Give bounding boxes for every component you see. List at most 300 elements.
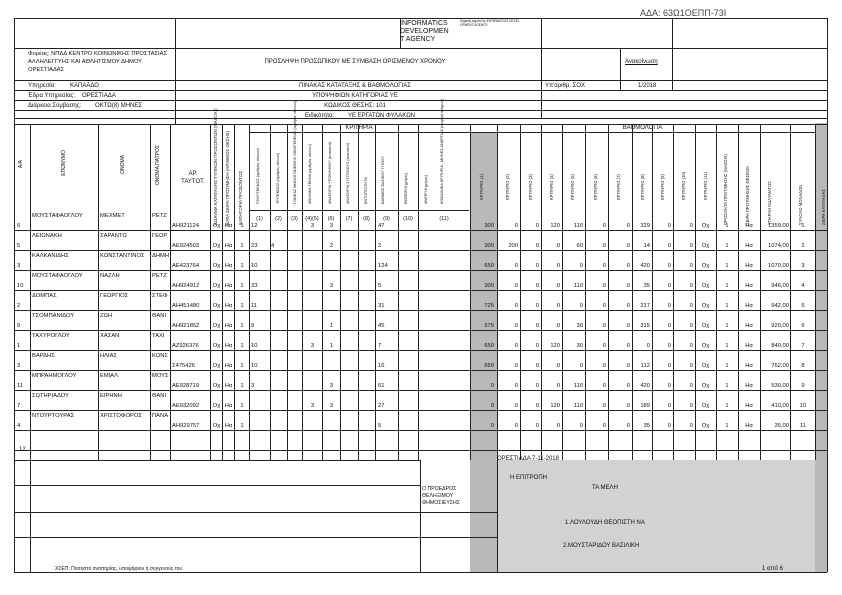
cell-name: ΕΜΙΑΛ: [100, 373, 119, 379]
cell-q: 1: [725, 403, 729, 409]
cell-r: Ηα: [745, 363, 753, 369]
cell-b: Ηα: [224, 283, 233, 289]
cell-c: 1: [240, 283, 244, 289]
footer-line: [14, 537, 497, 538]
cell-s5: 110: [573, 223, 583, 229]
cell-s1: 0: [490, 403, 494, 409]
cell-s4: 0: [556, 303, 560, 309]
cell-id: ΑΕ924503: [172, 243, 200, 249]
cell-s5: 0: [579, 303, 583, 309]
cell-a: Οχ: [212, 383, 221, 389]
cell-s1: 300: [484, 243, 494, 249]
cell-id: ΑΗ921852: [172, 323, 200, 329]
border-top: [14, 18, 827, 19]
cell-k9: 7: [378, 343, 382, 349]
cell-k5: 3: [329, 223, 334, 229]
row-line: [14, 310, 827, 311]
cell-s7: 0: [626, 423, 630, 429]
cell-father: ΘΑΝΙ: [152, 393, 167, 399]
criteria-vertical-header: ΚΩΛΥΜΑ ΚΑΤΑΤΑΞΗΣ ΤΥΠΙΚΩΝ ΠΡΟΣΟΝΤΩΝ (ΝΑΙ/ΟΧΙ): [213, 108, 218, 225]
cell-s7: 0: [626, 343, 630, 349]
cell-b: Ηα: [224, 383, 233, 389]
score-group: ΒΑΘΜΟΛΟΓΙΑ: [622, 125, 663, 131]
score-sub-header: ΚΡΙΤΗΡΙΟ (6): [593, 174, 598, 200]
cell-rownum: 3: [17, 263, 21, 269]
cell-p: Οχ: [701, 363, 710, 369]
row-line: [14, 290, 827, 291]
cell-id: ΑΗ924912: [172, 283, 200, 289]
body-name: ΝΠΔΔ ΚΕΝΤΡΟ ΚΟΙΝΩΝΙΚΗΣ ΠΡΟΣΤΑΣΙΑΣ ΑΛΛΗΛΕΓΓΥΗΣ ΚΑΙ ΑΘΛΗΤΙΣΜΟΥ ΔΗΜΟΥ ΟΡΕΣΤΙΑΔΑΣ: [28, 51, 168, 73]
score-sub-header: ΚΡΙΤΗΡΙΟ (7): [616, 174, 621, 200]
cell-c: 1: [240, 303, 244, 309]
cell-p: Οχ: [701, 343, 710, 349]
cell-s6: 0: [602, 243, 606, 249]
cell-k9: 45: [378, 323, 385, 329]
cell-id: ΑΗ451480: [172, 303, 200, 309]
cell-a: Οχ: [212, 363, 221, 369]
cell-p: Οχ: [701, 263, 710, 269]
cell-surname: ΒΑΡΔΗΣ: [32, 353, 55, 359]
cell-s8: 420: [640, 263, 650, 269]
cell-r: Ηα: [745, 343, 753, 349]
footer-line: [14, 460, 420, 461]
cell-father: ΣΤΕΦ: [152, 293, 168, 299]
score-sub-header: ΚΡΙΤΗΡΙΟ (4): [549, 174, 554, 200]
cell-s1: 650: [484, 343, 494, 349]
cell-k2: 4: [271, 243, 275, 249]
footer-line: [14, 485, 420, 486]
col-name: ΟΝΟΜΑ: [120, 155, 126, 174]
cell-s10: 0: [689, 423, 693, 429]
cell-name: ΧΑΣΑΝ: [100, 333, 120, 339]
cell-q: 1: [725, 343, 729, 349]
cell-s8: 35: [643, 423, 650, 429]
cell-total: 1070,00: [768, 263, 789, 269]
cell-s2: 0: [514, 223, 518, 229]
cell-s8: 329: [640, 223, 650, 229]
col-aa: Α/Α: [18, 160, 24, 169]
score-sub-header: ΚΡΙΤΗΡΙΟ (5): [570, 174, 575, 200]
cell-s5: 30: [576, 323, 583, 329]
cell-s5: 110: [573, 283, 583, 289]
cell-father: ΔΗΜΗ: [152, 253, 170, 259]
cell-s1: 650: [484, 363, 494, 369]
cell-a: Οχ: [212, 303, 221, 309]
cell-s3: 0: [535, 423, 539, 429]
cell-b: Ηα: [224, 403, 233, 409]
cell-p: Οχ: [701, 323, 710, 329]
cell-total: 1359,00: [768, 223, 789, 229]
cell-total: 942,00: [771, 303, 789, 309]
criteria-sub-header: ΚΟΙΝΩΝΙΚΑ ΚΡΙΤΗΡΙΑ - ΜΗΝΕΣ ΑΝΕΡΓΙΑΣ (ανεργία ατόμων): [440, 98, 444, 204]
cell-s10: 0: [689, 263, 693, 269]
cell-s5: 60: [576, 243, 583, 249]
cell-c: 1: [240, 263, 244, 269]
header-line: [14, 80, 827, 81]
criteria-number: (9): [383, 216, 390, 222]
cell-s3: 0: [535, 303, 539, 309]
criteria-sub-header: ΓΟΝΕΑΣ ΜΟΝΟΓΟΝΕΪΚΗΣ ΟΙΚΟΓΕΝΕΙΑΣ (αριθμός τέκνων): [293, 100, 297, 204]
border-left: [14, 18, 15, 572]
header-line: [249, 132, 815, 133]
cell-p: Οχ: [701, 383, 710, 389]
cell-q: 1: [725, 323, 729, 329]
cell-s5: 110: [573, 383, 583, 389]
cell-rank: 1: [801, 223, 805, 229]
cell-name: ΓΕΩΡΓΙΟΣ: [100, 293, 129, 299]
cell-father: ΠΑΝΑ: [152, 413, 169, 419]
cell-rank: 4: [801, 283, 805, 289]
cell-k1: 11: [251, 303, 258, 309]
cell-rank: 7: [801, 343, 805, 349]
cell-k1: 10: [251, 363, 258, 369]
cell-s1: 300: [484, 223, 494, 229]
cell-s1: 650: [484, 263, 494, 269]
cell-r: Ηα: [745, 383, 753, 389]
main-title: ΠΡΟΣΛΗΨΗ ΠΡΟΣΩΠΙΚΟΥ ΜΕ ΣΥΜΒΑΣΗ ΟΡΙΣΜΕΝΟΥ ΧΡΟΝΟΥ: [264, 59, 446, 65]
cell-total: 946,00: [771, 283, 789, 289]
member-1: 1.ΛΟΥΛΟΥΔΗ ΘΕΟΠΙΣΤΗ ΝΑ: [565, 520, 645, 526]
cell-s10: 0: [689, 323, 693, 329]
cell-s7: 0: [626, 243, 630, 249]
criteria-sub-header: ΑΝΑΠΗΡΙΑ ΣΥΓΓΕΝΟΥΣ (ποσοστό): [346, 143, 350, 204]
cell-b: Ηα: [224, 363, 233, 369]
cell-r: Ηα: [745, 263, 753, 269]
cell-q: 1: [725, 363, 729, 369]
cell-p: Οχ: [701, 243, 710, 249]
cell-s6: 0: [602, 263, 606, 269]
cell-rank: 10: [799, 403, 807, 409]
cell-rank: 11: [799, 423, 807, 429]
bottom-note: ΧΣΕΠ: Ποσοστό αναπηρίας, υποψήφιου ή συγγενούς του: [55, 566, 183, 572]
cell-total: 840,00: [771, 343, 789, 349]
cell-rownum: 9: [17, 323, 21, 329]
cell-total: 410,00: [771, 403, 789, 409]
cell-father: ΜΟΥΣ: [152, 373, 169, 379]
cell-k9: 5: [378, 423, 382, 429]
cell-s3: 0: [535, 363, 539, 369]
cell-s4: 120: [550, 403, 560, 409]
criteria-number: (11): [439, 216, 449, 222]
row-line: [14, 370, 827, 371]
cell-rownum: 1: [17, 343, 21, 349]
cell-b: Ηα: [224, 343, 233, 349]
cell-k9: 27: [378, 403, 385, 409]
cell-k5: 1: [329, 323, 334, 329]
criteria-group: ΚΡΙΤΗΡΙΑ: [345, 125, 373, 131]
cell-s2: 0: [514, 263, 518, 269]
cell-rownum: 5: [17, 243, 21, 249]
cell-k1: 3: [251, 383, 255, 389]
date-line: ΟΡΕΣΤΙΑΔΑ 7-11-2018: [497, 456, 559, 462]
cell-q: 1: [725, 223, 729, 229]
cell-s1: 300: [484, 283, 494, 289]
footer-line: [420, 460, 421, 572]
header-line: [249, 210, 469, 211]
cell-c: 1: [240, 403, 244, 409]
row-line: [14, 390, 827, 391]
criteria-number: (10): [403, 216, 413, 222]
cell-k1: 23: [251, 243, 258, 249]
cell-k1: 33: [251, 283, 258, 289]
header-div: [541, 18, 542, 118]
cell-s4: 120: [550, 223, 560, 229]
cell-s5: 110: [573, 403, 583, 409]
cell-surname: ΤΑΧΥΡΟΓΛΟΥ: [32, 333, 70, 339]
header-div: [672, 18, 673, 90]
cell-rank: 3: [801, 263, 805, 269]
cell-s9: 0: [667, 303, 671, 309]
cell-name: ΝΑΖΛΗ: [100, 273, 120, 279]
cell-a: Οχ: [212, 323, 221, 329]
logo-line-2: DEVELOPMEN: [400, 28, 449, 35]
criteria-vertical-header: ΚΑΤΑ ΣΕΙΡΑ ΠΡΟΤΙΜΗΣΗ (ΑΡΙΘΜΟΣ ΘΕΣΗΣ): [225, 130, 230, 225]
cell-c: 1: [240, 243, 244, 249]
duration-label: Διάρκεια Σύμβασης:: [28, 103, 82, 109]
seat-value: ΟΡΕΣΤΙΑΔΑ: [82, 93, 116, 99]
cell-s9: 0: [667, 263, 671, 269]
cell-s2: 0: [514, 323, 518, 329]
cell-father: ΚΩΝΣ: [152, 353, 168, 359]
cell-s10: 0: [689, 283, 693, 289]
cell-s6: 0: [602, 323, 606, 329]
cell-name: ΗΛΙΑΣ: [100, 353, 118, 359]
cell-father: ΡΕΤΖ: [152, 273, 167, 279]
cell-s9: 0: [667, 383, 671, 389]
cell-s6: 0: [602, 343, 606, 349]
spec-label: Ειδικότητα:: [305, 113, 335, 119]
cell-s7: 0: [626, 363, 630, 369]
cell-s3: 0: [535, 283, 539, 289]
cell-k1: 9: [251, 323, 255, 329]
cell-q: 1: [725, 283, 729, 289]
cell-s9: 0: [667, 283, 671, 289]
cell-a: Οχ: [212, 263, 221, 269]
cell-rownum: 6: [17, 223, 21, 229]
header-div: [620, 48, 621, 90]
cell-rownum: 2: [17, 303, 21, 309]
cell-father: ΓΕΩΡ: [152, 233, 168, 239]
cell-k5: 1: [329, 343, 334, 349]
cell-q: 1: [725, 423, 729, 429]
cell-s7: 0: [626, 303, 630, 309]
cell-k9: 2: [378, 243, 382, 249]
service-value: ΚΑΠΑΑΔΟ: [70, 83, 99, 89]
cell-id: ΑΕ928719: [172, 383, 200, 389]
cell-s4: 0: [556, 363, 560, 369]
cell-id: ΑΕ423764: [172, 263, 200, 269]
cell-b: Ηα: [224, 423, 233, 429]
cell-s7: 0: [626, 323, 630, 329]
cell-rownum: 3: [17, 363, 21, 369]
cell-id: ΑΖ926376: [172, 343, 199, 349]
header-line: [14, 100, 827, 101]
row-line: [14, 430, 827, 431]
cell-s7: 0: [626, 403, 630, 409]
cell-rownum: 7: [17, 403, 21, 409]
cell-total: 762,00: [771, 363, 789, 369]
ref-number: 1/2018: [638, 83, 657, 89]
cell-b: Ηα: [224, 263, 233, 269]
cell-q: 1: [725, 383, 729, 389]
criteria-number: (4)(5): [305, 216, 319, 222]
cell-s2: 0: [514, 423, 518, 429]
cell-s2: 0: [514, 343, 518, 349]
cell-s6: 0: [602, 223, 606, 229]
cell-surname: ΤΣΟΜΠΑΝΙΔΟΥ: [32, 313, 75, 319]
cell-name: ΖΩΗ: [100, 313, 113, 319]
cell-s3: 0: [535, 403, 539, 409]
cell-c: 1: [240, 423, 244, 429]
cell-s5: 0: [579, 263, 583, 269]
cell-b: Ηα: [224, 223, 233, 229]
header-line: [14, 90, 827, 91]
cell-s9: 0: [667, 363, 671, 369]
cell-k5: 3: [329, 383, 334, 389]
cell-s7: 0: [626, 283, 630, 289]
cell-s1: 0: [490, 423, 494, 429]
cell-s9: 0: [667, 403, 671, 409]
cell-c: 1: [240, 323, 244, 329]
cell-r: Ηα: [745, 283, 753, 289]
cell-s2: 200: [508, 243, 518, 249]
row-line: [14, 330, 827, 331]
cell-s8: 420: [640, 383, 650, 389]
cell-s4: 0: [556, 383, 560, 389]
header-line: [14, 118, 827, 119]
cell-s1: 0: [490, 383, 494, 389]
cell-s7: 0: [626, 383, 630, 389]
score-sub-header: ΚΡΙΤΗΡΙΟ (11): [703, 172, 708, 200]
criteria-sub-header: ΕΜΠΕΙΡΙΑ (μήνες): [404, 172, 408, 204]
cell-s6: 0: [602, 403, 606, 409]
cell-s3: 0: [535, 223, 539, 229]
cell-s4: 0: [556, 323, 560, 329]
cell-rank: 5: [801, 303, 805, 309]
criteria-vertical-header: ΚΑΤΗΓΟΡΙΑ ΠΡΟΣΟΝΤΟΣ: [238, 170, 243, 225]
cell-c: 1: [240, 343, 244, 349]
cell-a: Οχ: [212, 243, 221, 249]
criteria-sub-header: ΑΝΕΡΓΙΑ (μήνες): [424, 174, 428, 204]
cell-a: Οχ: [212, 223, 221, 229]
criteria-sub-header: ΤΡΙΤΕΚΝΟΣ (αριθμός τέκνων): [276, 152, 280, 204]
cell-rownum: 4: [17, 423, 21, 429]
cell-s3: 0: [535, 243, 539, 249]
ref-label: Υπ'αριθμ. ΣΟΧ: [545, 83, 586, 89]
cell-surname: ΣΩΤΗΡΙΑΔΟΥ: [32, 393, 69, 399]
cell-s10: 0: [689, 363, 693, 369]
score-sub-header: ΚΡΙΤΗΡΙΟ (1): [479, 174, 484, 200]
cell-s3: 0: [535, 343, 539, 349]
criteria-sub-header: ΕΝΤΟΠΙΟΤΗΤΑ: [364, 177, 368, 204]
cell-s3: 0: [535, 263, 539, 269]
body-label: Φορέας:: [28, 51, 50, 57]
criteria-number: (1): [256, 216, 263, 222]
header-line: [14, 48, 827, 49]
cell-surname: ΜΟΥΣΤΑΦΑΟΓΛΟΥ: [32, 213, 83, 219]
cell-p: Οχ: [701, 423, 710, 429]
cell-total: 1074,00: [768, 243, 789, 249]
cell-b: Ηα: [224, 303, 233, 309]
criteria-sub-header: ΑΝΑΠΗΡΙΑ ΥΠΟΨΗΦΙΟΥ (ποσοστό): [328, 141, 332, 204]
cell-surname: ΔΟΜΠΑΣ: [32, 293, 57, 299]
cell-father: ΘΑΝΙ: [152, 313, 167, 319]
cell-c: 1: [240, 363, 244, 369]
row-line: [14, 230, 827, 231]
criteria-number: (3): [291, 216, 298, 222]
cell-s6: 0: [602, 283, 606, 289]
cell-k5: 3: [329, 403, 334, 409]
position-code: ΚΩΔΙΚΟΣ ΘΕΣΗΣ: 101: [324, 103, 386, 109]
row-line: [14, 270, 827, 271]
cell-s9: 0: [667, 343, 671, 349]
cell-b: Ηα: [224, 243, 233, 249]
cell-s1: 725: [484, 303, 494, 309]
cell-k4: 3: [310, 343, 315, 349]
cell-s6: 0: [602, 383, 606, 389]
cell-s1: 575: [484, 323, 494, 329]
cell-a: Οχ: [212, 343, 221, 349]
cell-name: ΜΕΧΜΕΤ: [100, 213, 125, 219]
cell-q: 1: [725, 243, 729, 249]
cell-s6: 0: [602, 303, 606, 309]
cell-s3: 0: [535, 323, 539, 329]
cell-k1: 10: [251, 263, 258, 269]
cell-name: ΚΩΝΣΤΑΝΤΙΝΟΣ: [100, 253, 145, 259]
cell-s3: 0: [535, 383, 539, 389]
cell-id: ΑΗ921124: [172, 223, 199, 229]
cell-s2: 0: [514, 363, 518, 369]
cell-b: Ηα: [224, 323, 233, 329]
page-number: 1 από 6: [762, 566, 783, 572]
cell-s2: 0: [514, 283, 518, 289]
criteria-sub-header: ΠΟΛΥΤΕΚΝΟΣ (αριθμός τέκνων): [256, 148, 260, 204]
cell-s6: 0: [602, 363, 606, 369]
cell-s8: 14: [643, 243, 650, 249]
cell-s5: 0: [579, 363, 583, 369]
cell-s9: 0: [667, 223, 671, 229]
announcement-label: Ανακοίνωση: [625, 59, 658, 65]
cell-k1: 10: [251, 343, 258, 349]
cell-s10: 0: [689, 383, 693, 389]
cell-q: 1: [725, 263, 729, 269]
cell-rank: 6: [801, 323, 805, 329]
cell-surname: ΜΠΡΑΗΜΟΓΛΟΥ: [32, 373, 77, 379]
extra-vertical-header: ΥΠΑΡΞΗ ΚΩΛΥΜΑΤΟΣ: [767, 181, 772, 225]
spec-value: ΥΕ ΕΡΓΑΤΩΝ ΦΥΛΑΚΩΝ: [348, 113, 416, 119]
score-sub-header: ΚΡΙΤΗΡΙΟ (8): [640, 174, 645, 200]
cell-rank: 9: [801, 383, 805, 389]
cell-s5: 30: [576, 343, 583, 349]
cell-r: Ηα: [745, 303, 753, 309]
score-sub-header: ΚΡΙΤΗΡΙΟ (9): [660, 174, 665, 200]
criteria-number: (7): [345, 216, 353, 222]
criteria-number: (8): [363, 216, 370, 222]
cell-c: 1: [240, 223, 244, 229]
table-title: ΠΙΝΑΚΑΣ ΚΑΤΑΤΑΞΗΣ & ΒΑΘΜΟΛΟΓΙΑΣ: [299, 83, 411, 89]
extra-vertical-header: ΣΕΙΡΑ ΚΑΤΑΤΑΞΗΣ: [821, 188, 826, 225]
cell-k9: 31: [378, 303, 385, 309]
logo-line-1: INFORMATICS: [400, 20, 448, 27]
cell-s4: 0: [556, 423, 560, 429]
extra-vertical-header: ΣΕΙΡΑ ΠΡΟΤΙΜΗΣΗΣ ΘΕΣΕΩΝ: [745, 165, 750, 225]
cell-s8: 189: [640, 403, 650, 409]
cell-s10: 0: [689, 303, 693, 309]
cell-father: ΤΑΧΙ: [152, 333, 165, 339]
cell-total: 920,00: [771, 323, 789, 329]
footer-line: [497, 460, 498, 572]
footer-row-no: 12: [19, 447, 26, 453]
